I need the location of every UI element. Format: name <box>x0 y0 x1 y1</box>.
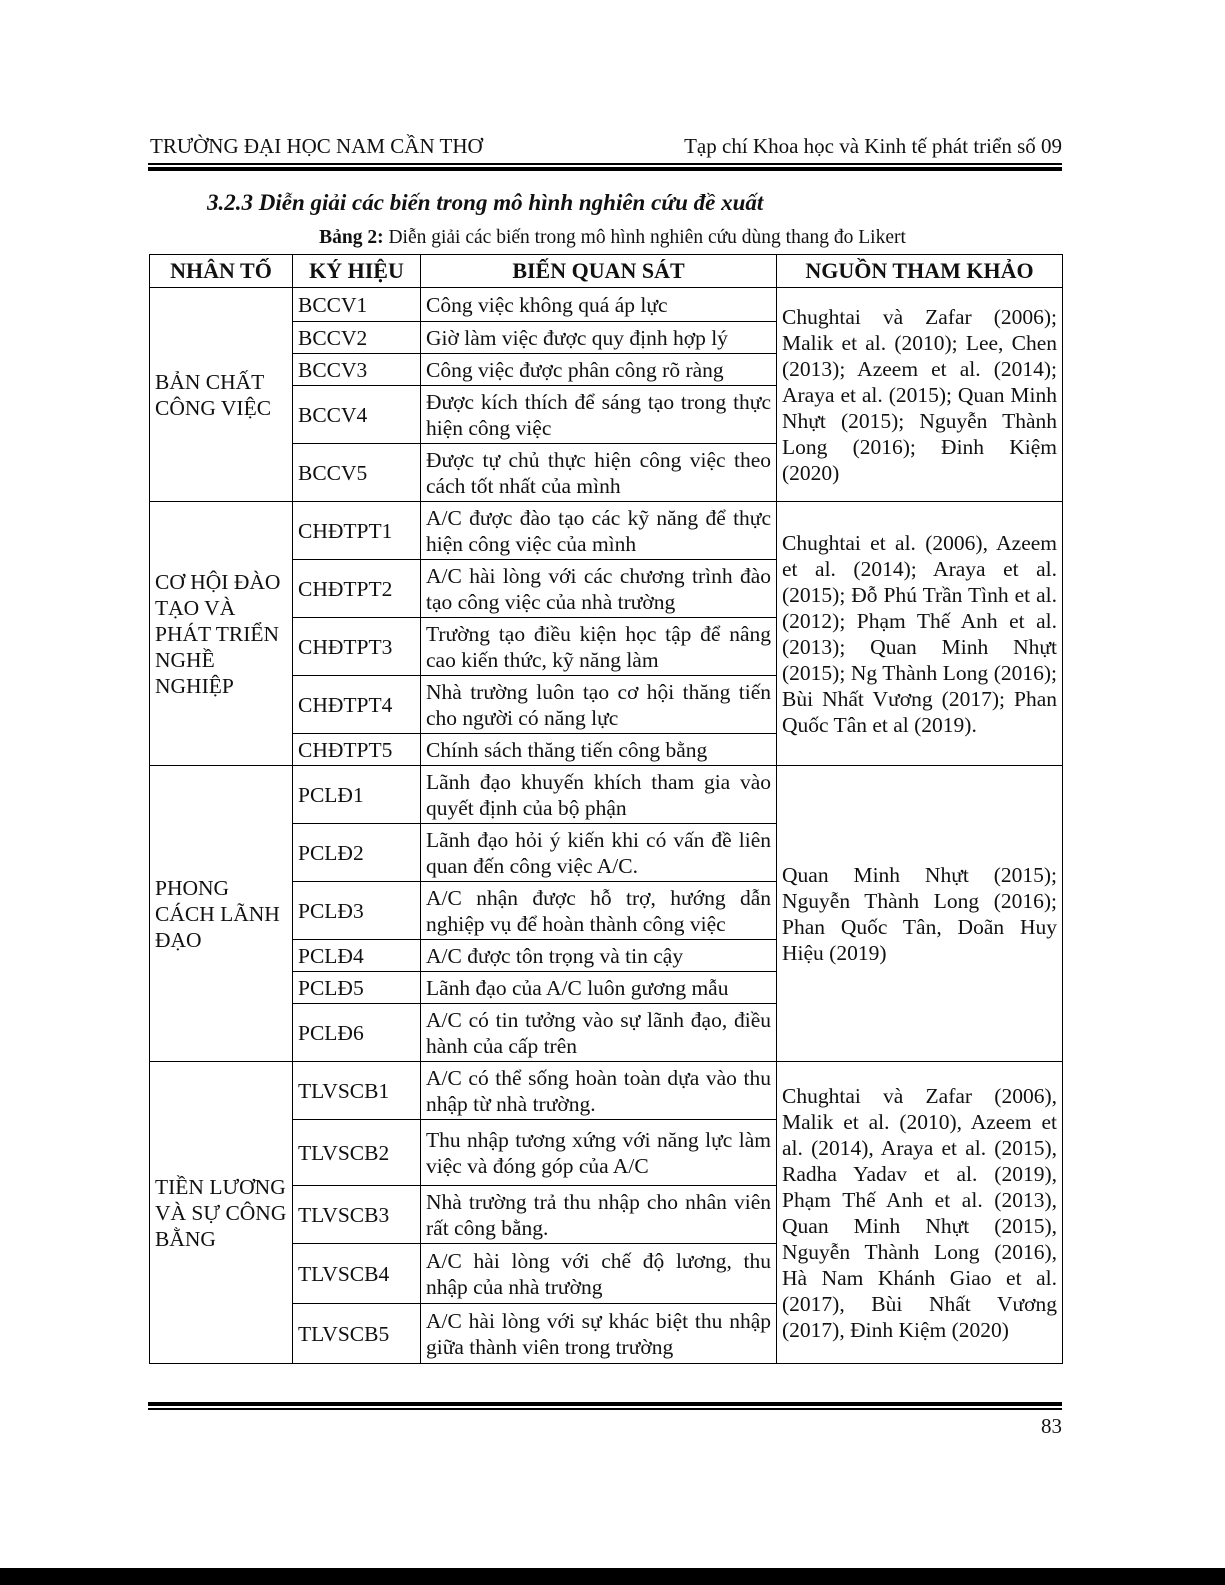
header-rule-thick <box>148 167 1062 171</box>
variables-table <box>149 254 1063 1364</box>
table-row <box>150 288 1063 322</box>
code-cell: PCLĐ6 <box>293 1004 421 1062</box>
observed-variable-cell: Nhà trường luôn tạo cơ hội thăng tiến cho người có năng lực <box>421 676 777 734</box>
observed-variable-cell: Công việc không quá áp lực <box>421 288 777 322</box>
observed-variable-cell: Lãnh đạo khuyến khích tham gia vào quyết định của bộ phận <box>421 766 777 824</box>
factor-cell: TIỀN LƯƠNG VÀ SỰ CÔNG BẰNG <box>150 1062 293 1364</box>
code-cell: TLVSCB1 <box>293 1062 421 1120</box>
source-cell: Quan Minh Nhựt (2015); Nguyễn Thành Long (2016); Phan Quốc Tân, Doãn Huy Hiệu (2019) <box>777 766 1063 1062</box>
observed-variable-cell: A/C hài lòng với sự khác biệt thu nhập giữa thành viên trong trường <box>421 1304 777 1364</box>
observed-variable-cell: Giờ làm việc được quy định hợp lý <box>421 322 777 354</box>
observed-variable-cell: Trường tạo điều kiện học tập để nâng cao kiến thức, kỹ năng làm <box>421 618 777 676</box>
caption-label: Bảng 2: <box>319 227 384 248</box>
footer-rule-thick <box>148 1402 1062 1406</box>
observed-variable-cell: A/C được đào tạo các kỹ năng để thực hiện công việc của mình <box>421 502 777 560</box>
scan-bottom-edge <box>0 1568 1225 1585</box>
header-university: TRƯỜNG ĐẠI HỌC NAM CẦN THƠ <box>150 134 483 158</box>
code-cell: PCLĐ3 <box>293 882 421 940</box>
code-cell: BCCV3 <box>293 354 421 386</box>
factor-cell: PHONG CÁCH LÃNH ĐẠO <box>150 766 293 1062</box>
table-row <box>150 766 1063 824</box>
observed-variable-cell: Lãnh đạo của A/C luôn gương mẫu <box>421 972 777 1004</box>
running-header <box>150 130 1062 164</box>
table-row <box>150 1062 1063 1120</box>
code-cell: TLVSCB5 <box>293 1304 421 1364</box>
code-cell: CHĐTPT5 <box>293 734 421 766</box>
code-cell: TLVSCB4 <box>293 1244 421 1304</box>
header-source: NGUỒN THAM KHẢO <box>777 255 1063 288</box>
observed-variable-cell: A/C nhận được hỗ trợ, hướng dẫn nghiệp vụ để hoàn thành công việc <box>421 882 777 940</box>
observed-variable-cell: Chính sách thăng tiến công bằng <box>421 734 777 766</box>
code-cell: CHĐTPT4 <box>293 676 421 734</box>
code-cell: TLVSCB2 <box>293 1120 421 1186</box>
observed-variable-cell: A/C có tin tưởng vào sự lãnh đạo, điều hành của cấp trên <box>421 1004 777 1062</box>
source-cell: Chughtai và Zafar (2006), Malik et al. (2010), Azeem et al. (2014), Araya et al. (2015), Radha Yadav et al. (2019), Phạm Thế Anh et al. (2013), Quan Minh Nhựt (2015), Nguyễn Thành Long (2016), Hà Nam Khánh Giao et al. (2017), Bùi Nhất Vương (2017), Đinh Kiệm (2020) <box>777 1062 1063 1364</box>
caption-text: Diễn giải các biến trong mô hình nghiên cứu dùng thang đo Likert <box>383 227 906 248</box>
table-row <box>150 502 1063 560</box>
header-journal: Tạp chí Khoa học và Kinh tế phát triển số 09 <box>684 134 1062 158</box>
table-caption <box>0 227 1225 249</box>
header-code: KÝ HIỆU <box>293 255 421 288</box>
code-cell: BCCV5 <box>293 444 421 502</box>
code-cell: BCCV1 <box>293 288 421 322</box>
observed-variable-cell: A/C được tôn trọng và tin cậy <box>421 940 777 972</box>
factor-cell: CƠ HỘI ĐÀO TẠO VÀ PHÁT TRIỂN NGHỀ NGHIỆP <box>150 502 293 766</box>
code-cell: CHĐTPT2 <box>293 560 421 618</box>
observed-variable-cell: A/C hài lòng với các chương trình đào tạo công việc của nhà trường <box>421 560 777 618</box>
table-header-row <box>150 255 1063 288</box>
observed-variable-cell: Thu nhập tương xứng với năng lực làm việc và đóng góp của A/C <box>421 1120 777 1186</box>
code-cell: PCLĐ1 <box>293 766 421 824</box>
code-cell: PCLĐ4 <box>293 940 421 972</box>
observed-variable-cell: Công việc được phân công rõ ràng <box>421 354 777 386</box>
header-rule-thin <box>148 163 1062 165</box>
code-cell: CHĐTPT3 <box>293 618 421 676</box>
observed-variable-cell: Lãnh đạo hỏi ý kiến khi có vấn đề liên quan đến công việc A/C. <box>421 824 777 882</box>
observed-variable-cell: Được tự chủ thực hiện công việc theo cách tốt nhất của mình <box>421 444 777 502</box>
code-cell: BCCV2 <box>293 322 421 354</box>
code-cell: PCLĐ2 <box>293 824 421 882</box>
code-cell: TLVSCB3 <box>293 1186 421 1244</box>
section-title: 3.2.3 Diễn giải các biến trong mô hình nghiên cứu đề xuất <box>207 190 764 215</box>
source-cell: Chughtai et al. (2006), Azeem et al. (2014); Araya et al. (2015); Đỗ Phú Trần Tình et al. (2012); Phạm Thế Anh et al. (2013); Quan Minh Nhựt (2015); Ng Thành Long (2016); Bùi Nhất Vương (2017); Phan Quốc Tân et al (2019). <box>777 502 1063 766</box>
factor-cell: BẢN CHẤT CÔNG VIỆC <box>150 288 293 502</box>
observed-variable-cell: Nhà trường trả thu nhập cho nhân viên rất công bằng. <box>421 1186 777 1244</box>
source-cell: Chughtai và Zafar (2006); Malik et al. (2010); Lee, Chen (2013); Azeem et al. (2014); Araya et al. (2015); Quan Minh Nhựt (2015); Nguyễn Thành Long (2016); Đinh Kiệm (2020) <box>777 288 1063 502</box>
observed-variable-cell: A/C có thể sống hoàn toàn dựa vào thu nhập từ nhà trường. <box>421 1062 777 1120</box>
code-cell: CHĐTPT1 <box>293 502 421 560</box>
header-observed-variable: BIẾN QUAN SÁT <box>421 255 777 288</box>
code-cell: BCCV4 <box>293 386 421 444</box>
observed-variable-cell: Được kích thích để sáng tạo trong thực hiện công việc <box>421 386 777 444</box>
footer-rule-thin <box>148 1408 1062 1410</box>
observed-variable-cell: A/C hài lòng với chế độ lương, thu nhập của nhà trường <box>421 1244 777 1304</box>
code-cell: PCLĐ5 <box>293 972 421 1004</box>
header-factor: NHÂN TỐ <box>150 255 293 288</box>
page-number: 83 <box>1041 1414 1062 1438</box>
